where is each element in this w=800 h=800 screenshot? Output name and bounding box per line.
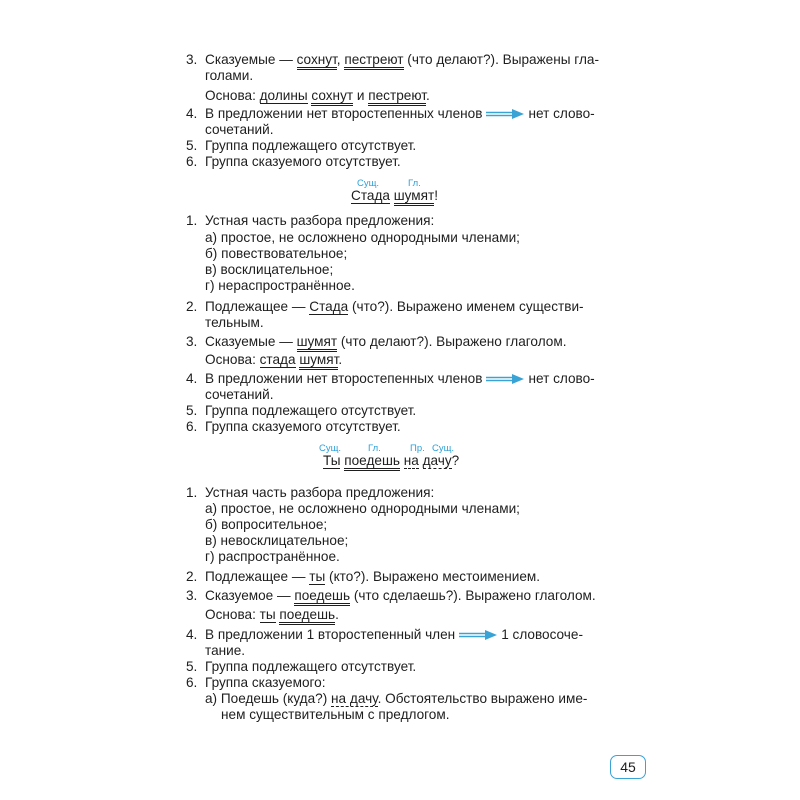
item-5-text: Группа подлежащего отсутствует.	[205, 659, 417, 674]
item-4-number: 4.	[186, 106, 198, 121]
sub-item: б) вопросительное;	[205, 517, 328, 532]
item-4-continuation: сочетаний.	[205, 387, 274, 402]
item-4-continuation: сочетаний.	[205, 122, 274, 137]
predicate-word: шумят	[297, 334, 337, 352]
arrow-right-icon	[459, 630, 497, 640]
item-5-number: 5.	[186, 403, 198, 418]
base-line: Основа: ты поедешь.	[205, 606, 339, 623]
example-sentence: Стада шумят!	[351, 188, 438, 203]
arrow-right-icon	[486, 374, 524, 384]
pos-label: Сущ.	[357, 178, 380, 189]
item-2-number: 2.	[186, 299, 198, 314]
item-4-continuation: тание.	[205, 643, 246, 658]
pos-label: Сущ.	[432, 443, 455, 454]
item-2-text: Подлежащее — ты (кто?). Выражено местоимением.	[205, 569, 541, 584]
item-6-number: 6.	[186, 419, 198, 434]
item-1-text: Устная часть разбора предложения:	[205, 213, 435, 228]
item-5-text: Группа подлежащего отсутствует.	[205, 138, 417, 153]
predicate-word: сохнут	[297, 52, 337, 70]
pos-label: Пр.	[410, 443, 425, 454]
item-6-number: 6.	[186, 675, 198, 690]
item-4-text: В предложении нет второстепенных членов нет слово-	[205, 106, 595, 121]
subject-word: Ты	[323, 453, 341, 468]
sub-item: б) повествовательное;	[205, 246, 348, 261]
predicate-word: пестреют	[368, 88, 426, 106]
predicate-word: шумят	[299, 352, 338, 370]
item-4-text: В предложении нет второстепенных членов нет слово-	[205, 371, 595, 386]
item-4-number: 4.	[186, 371, 198, 386]
adverbial-word: дачу	[422, 453, 452, 468]
sub-item: а) простое, не осложнено однородными членами;	[205, 501, 520, 516]
item-3-text: Сказуемое — поедешь (что сделаешь?). Выражено глаголом.	[205, 587, 596, 604]
base-line: Основа: стада шумят.	[205, 351, 342, 368]
sub-item: а) простое, не осложнено однородными членами;	[205, 230, 520, 245]
subject-word: Стада	[309, 299, 349, 314]
adverbial-word: на	[403, 453, 419, 468]
item-5-number: 5.	[186, 659, 198, 674]
pos-label: Гл.	[368, 443, 381, 454]
sub-item-continuation: нем существительным с предлогом.	[221, 707, 450, 722]
base-line: Основа: долины сохнут и пестреют.	[205, 87, 430, 104]
sub-item: г) распространённое.	[205, 549, 340, 564]
item-5-number: 5.	[186, 138, 198, 153]
item-3-text: Сказуемые — сохнут, пестреют (что делают?). Выражены гла-	[205, 51, 599, 68]
predicate-word: поедешь	[279, 607, 335, 625]
item-3-predicates: 3.	[186, 52, 198, 67]
subject-word: стада	[259, 352, 296, 367]
item-2-text: Подлежащее — Стада (что?). Выражено именем существи-	[205, 299, 584, 314]
item-6-text: Группа сказуемого отсутствует.	[205, 419, 401, 434]
item-2-continuation: тельным.	[205, 315, 264, 330]
sub-item: в) невосклицательное;	[205, 533, 349, 548]
example-sentence: Ты поедешь на дачу?	[323, 453, 459, 468]
item-1-number: 1.	[186, 485, 198, 500]
item-5-text: Группа подлежащего отсутствует.	[205, 403, 417, 418]
arrow-right-icon	[486, 109, 524, 119]
page-number: 45	[610, 755, 646, 779]
item-4-number: 4.	[186, 627, 198, 642]
item-1-text: Устная часть разбора предложения:	[205, 485, 435, 500]
item-4-text: В предложении 1 второстепенный член 1 словосоче-	[205, 627, 583, 642]
item-3-text: Сказуемые — шумят (что делают?). Выражено глаголом.	[205, 333, 566, 350]
sub-item: а) Поедешь (куда?) на дачу. Обстоятельство выражено име-	[205, 691, 588, 706]
predicate-word: поедешь	[344, 453, 400, 471]
subject-word: ты	[309, 569, 326, 584]
predicate-word: сохнут	[311, 88, 353, 106]
item-1-number: 1.	[186, 213, 198, 228]
pos-label: Гл.	[408, 178, 421, 189]
item-3-continuation: голами.	[205, 68, 254, 83]
item-6-text: Группа сказуемого отсутствует.	[205, 154, 401, 169]
item-3-number: 3.	[186, 334, 198, 349]
sub-item: г) нераспространённое.	[205, 278, 355, 293]
subject-word: долины	[259, 88, 308, 103]
item-3-number: 3.	[186, 588, 198, 603]
predicate-word: поедешь	[294, 588, 350, 606]
pos-label: Сущ.	[319, 443, 342, 454]
item-6-number: 6.	[186, 154, 198, 169]
sub-item: в) восклицательное;	[205, 262, 334, 277]
subject-word: Стада	[351, 188, 390, 203]
adverbial-word: на дачу	[331, 691, 378, 706]
predicate-word: пестреют	[344, 52, 403, 70]
subject-word: ты	[259, 607, 276, 622]
item-6-text: Группа сказуемого:	[205, 675, 326, 690]
predicate-word: шумят	[394, 188, 434, 206]
item-2-number: 2.	[186, 569, 198, 584]
